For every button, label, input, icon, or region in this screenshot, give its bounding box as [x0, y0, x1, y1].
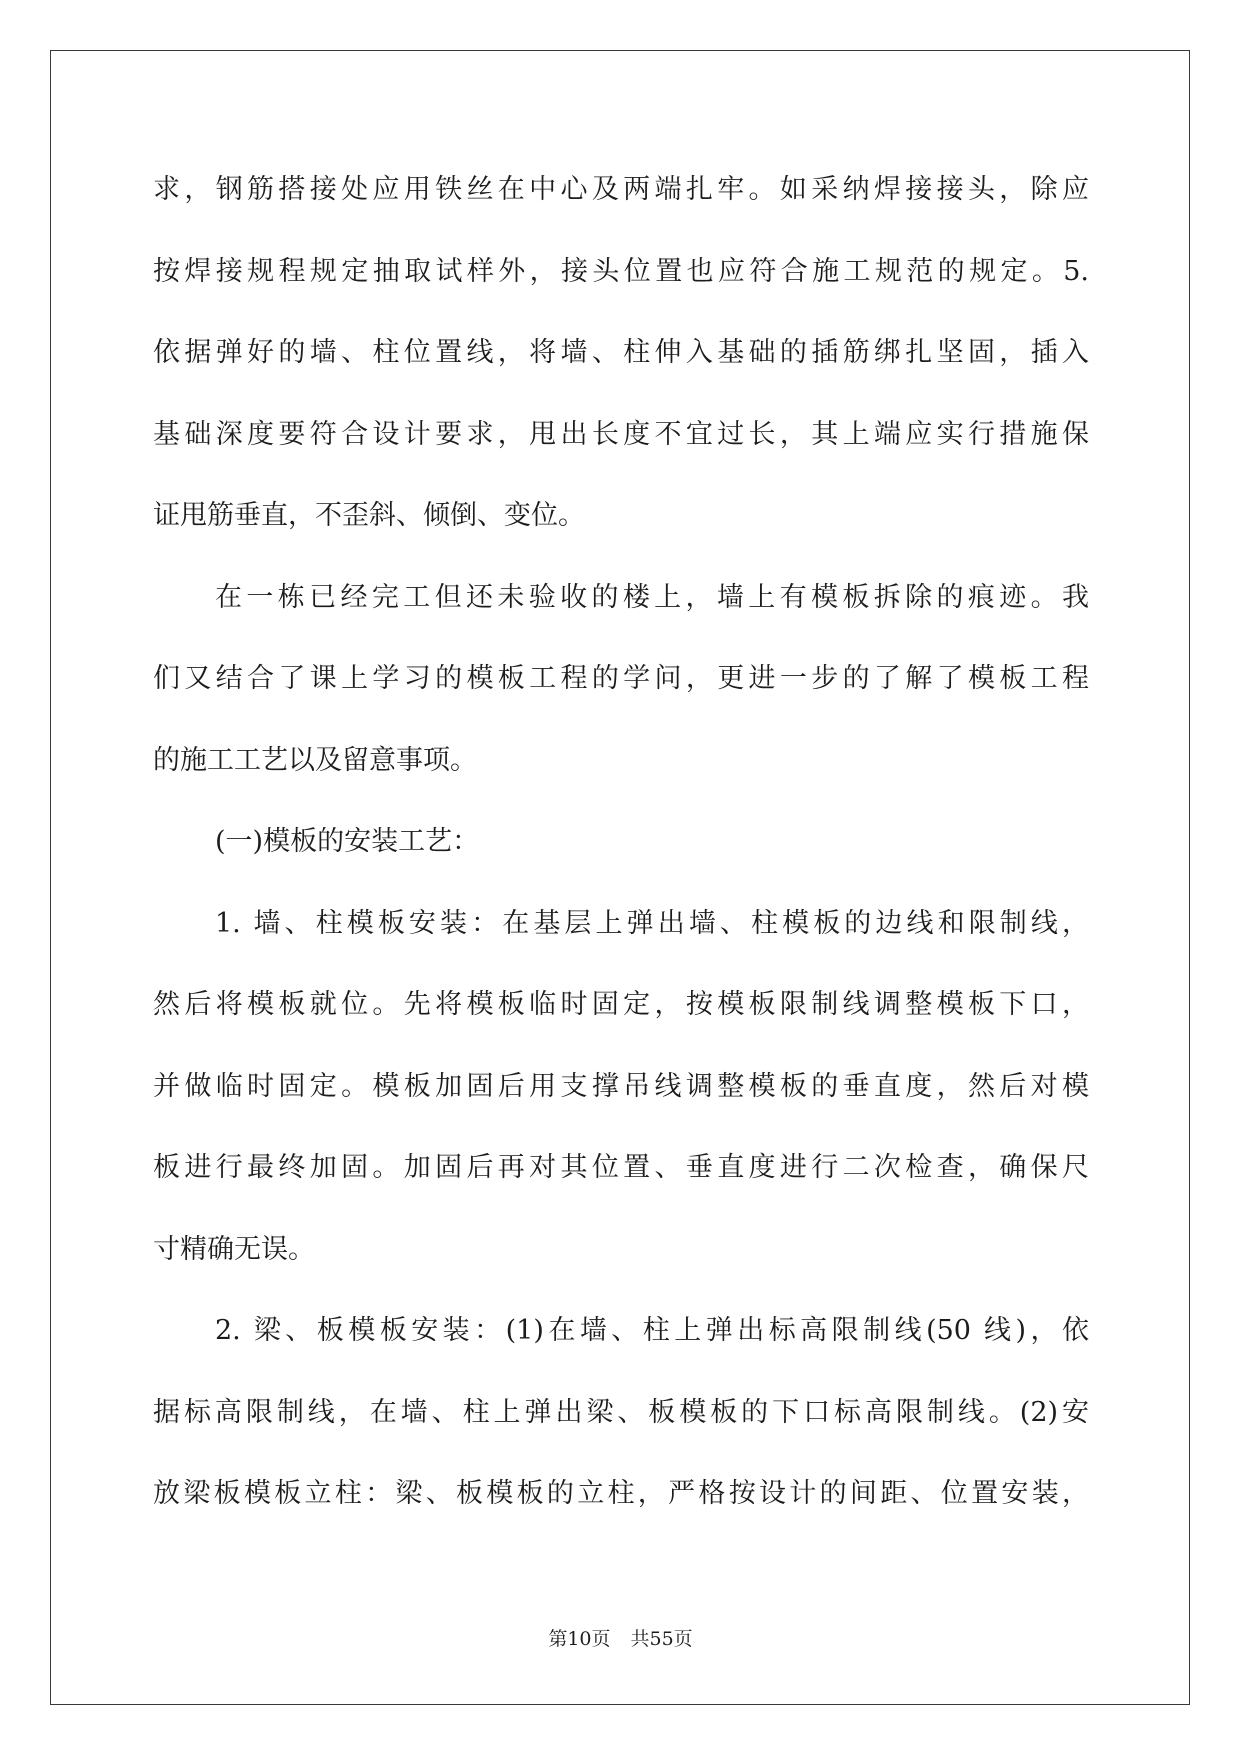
page-footer: [0, 1622, 1241, 1656]
text-line: 1. 墙、柱模板安装：在基层上弹出墙、柱模板的边线和限制线，: [215, 907, 1089, 939]
text-line: 2. 梁、板模板安装：(1)在墙、柱上弹出标高限制线(50 线)，依: [215, 1315, 1089, 1346]
text-line: 并做临时固定。模板加固后用支撑吊线调整模板的垂直度，然后对模: [153, 1070, 1089, 1102]
page-number: 第10页: [548, 1628, 611, 1650]
text-line: 们又结合了课上学习的模板工程的学问，更进一步的了解了模板工程: [153, 663, 1089, 694]
text-line: 板进行最终加固。加固后再对其位置、垂直度进行二次检查，确保尺: [153, 1152, 1089, 1183]
paragraph: [153, 149, 1089, 557]
text-line: 基础深度要符合设计要求，甩出长度不宜过长，其上端应实行措施保: [153, 418, 1089, 450]
text-line: 依据弹好的墙、柱位置线，将墙、柱伸入基础的插筋绑扎坚固，插入: [153, 337, 1089, 368]
text-line: 据标高限制线，在墙、柱上弹出梁、板模板的下口标高限制线。(2)安: [153, 1396, 1089, 1428]
page-body: [153, 149, 1089, 1535]
heading-line: (一)模板的安装工艺：: [215, 826, 480, 857]
page-total: 共55页: [630, 1628, 693, 1650]
text-line: 证甩筋垂直，不歪斜、倾倒、变位。: [153, 500, 585, 531]
text-line: 的施工工艺以及留意事项。: [153, 744, 477, 776]
text-line: 按焊接规程规定抽取试样外，接头位置也应符合施工规范的规定。5.: [153, 255, 1089, 287]
paragraph: [153, 1290, 1089, 1535]
paragraph: [153, 557, 1089, 802]
text-line: 在一栋已经完工但还未验收的楼上，墙上有模板拆除的痕迹。我: [215, 581, 1089, 613]
text-line: 然后将模板就位。先将模板临时固定，按模板限制线调整模板下口，: [153, 989, 1089, 1020]
text-line: 放梁板模板立柱：梁、板模板的立柱，严格按设计的间距、位置安装，: [153, 1478, 1089, 1509]
section-heading: [153, 801, 1089, 883]
text-line: 寸精确无误。: [153, 1233, 315, 1265]
text-line: 求，钢筋搭接处应用铁丝在中心及两端扎牢。如采纳焊接接头，除应: [153, 174, 1089, 205]
paragraph: [153, 883, 1089, 1291]
